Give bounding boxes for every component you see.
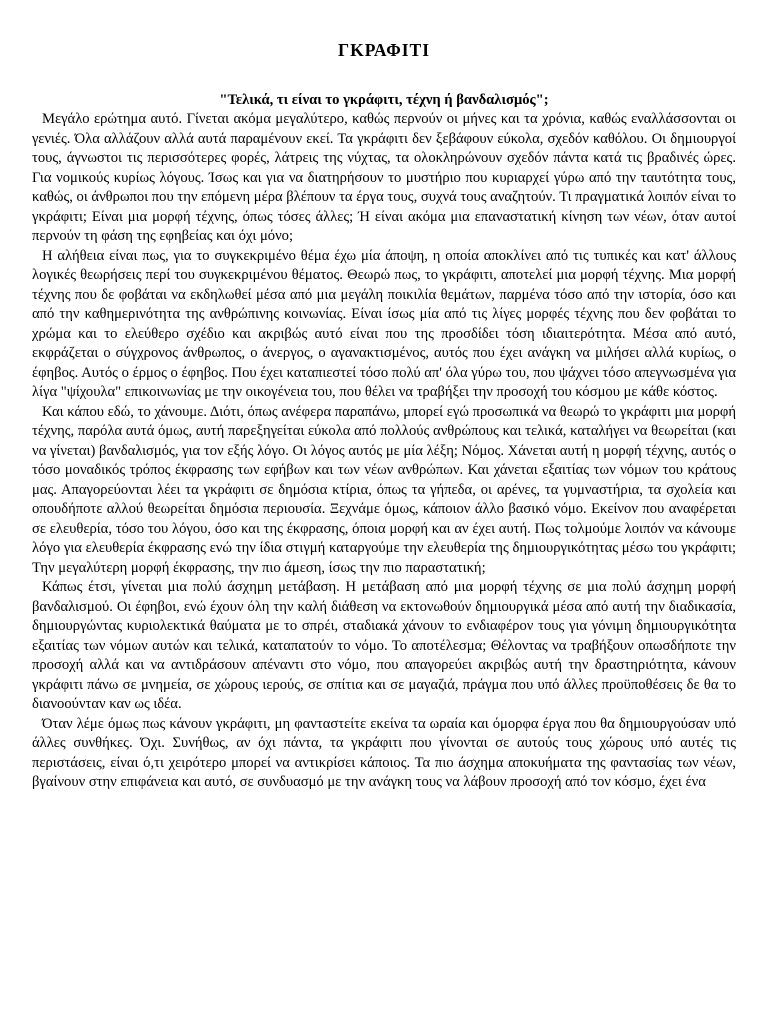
paragraph-4: Κάπως έτσι, γίνεται μια πολύ άσχημη μετάβαση. Η μετάβαση από μια μορφή τέχνης σε μια πολύ άσχημη μορφή βανδαλισμού. Οι έφηβοι, ενώ έχουν όλη την καλή διάθεση να εκτονωθούν δημιουργικά μέσα από αυτή την διαδικασία, δημιουργώντας κυριολεκτικά θαύματα με το σπρέι, σταδιακά χάνουν το ενδιαφέρον τους για γόνιμη δημιουργικότητα εξαιτίας των νόμων αυτών και τελικά, καταπατούν το νόμο. Το αποτέλεσμα; Θέλοντας να τραβήξουν οπωσδήποτε την προσοχή αλλά και να αντιδράσουν απέναντι στο νόμο, που απαγορεύει ακριβώς αυτή την δραστηριότητα, κάνουν γκράφιτι πάνω σε μνημεία, σε χώρους ιερούς, σε σπίτια και σε μαγαζιά, πράγμα που υπό άλλες προϋποθέσεις δε θα το διανοούνταν καν ως ιδέα. — [32, 579, 736, 712]
paragraph-2: Η αλήθεια είναι πως, για το συγκεκριμένο θέμα έχω μία άποψη, η οποία αποκλίνει από τις τυπικές και κατ' άλλους λογικές θεωρήσεις περί του συγκεκριμένου θέματος. Θεωρώ πως, το γκράφιτι, αποτελεί μια μορφή τέχνης. Μια μορφή τέχνης που δε φοβάται να εκδηλωθεί μέσα από μια μεγάλη ποικιλία θεμάτων, παρμένα τόσο από την ιστορία, όσο και από την καθημερινότητα της ανθρώπινης κοινωνίας. Είναι ίσως μία από τις λίγες μορφές τέχνης που δεν φοβάται το χρώμα και το ελεύθερο σχέδιο και ακριβώς αυτό είναι που της προσδίδει τόση ιδιαιτερότητα. Μέσα από αυτό, εκφράζεται ο σύγχρονος άνθρωπος, ο άνεργος, ο αγανακτισμένος, αυτός που έχει ανάγκη να μιλήσει αλλά κυρίως, ο έφηβος. Αυτός ο έρμος ο έφηβος. Που έχει καταπιεστεί τόσο πολύ απ' όλα γύρω του, που ψάχνει τόσο απεγνωσμένα για λίγα "ψίχουλα" επικοινωνίας με την οικογένεια του, που θέλει να τραβήξει την προσοχή του κόσμου με κάθε κόστος. — [32, 247, 736, 400]
paragraph-1: Μεγάλο ερώτημα αυτό. Γίνεται ακόμα μεγαλύτερο, καθώς περνούν οι μήνες και τα χρόνια, καθώς εναλλάσσονται οι γενιές. Όλα αλλάζουν αλλά αυτά παραμένουν εκεί. Τα γκράφιτι δεν ξεβάφουν εύκολα, σχεδόν καθόλου. Οι δημιουργοί τους, άγνωστοι τις περισσότερες φορές, λάτρεις της νύχτας, τα ολοκληρώνουν σχεδόν πάντα κατά τις βραδινές ώρες. Για νομικούς κυρίως λόγους. Ίσως και για να διατηρήσουν το μυστήριο που κυριαρχεί γύρω από την ταυτότητα τους, καθώς, οι άνθρωποι που την επόμενη μέρα βλέπουν τα έργα τους, συχνά τους αναζητούν. Τι πραγματικά λοιπόν είναι το γκράφιτι; Είναι μια μορφή τέχνης, όπως τόσες άλλες; Ή είναι ακόμα μια επαναστατική κίνηση των νέων, όταν αυτοί περνούν τη φάση της εφηβείας και όχι μόνο; — [32, 111, 736, 244]
document-title: ΓΚΡΑΦΙΤΙ — [337, 40, 431, 60]
document-subtitle: "Τελικά, τι είναι το γκράφιτι, τέχνη ή βανδαλισμός"; — [219, 92, 549, 108]
paragraph-3: Και κάπου εδώ, το χάνουμε. Διότι, όπως ανέφερα παραπάνω, μπορεί εγώ προσωπικά να θεωρώ το γκράφιτι μια μορφή τέχνης, παρόλα αυτά όμως, αυτή παρεξηγείται εύκολα από πολλούς ανθρώπους και τελικά, καταλήγει να θεωρείται (και να γίνεται) βανδαλισμός, για τον εξής λόγο. Οι λόγος αυτός με μία λέξη; Νόμος. Χάνεται αυτή η μορφή τέχνης, αυτός ο τόσο μοναδικός τρόπος έκφρασης των εφήβων και των νέων ανθρώπων. Και χάνεται εξαιτίας των νόμων του κράτους μας. Απαγορεύονται λέει τα γκράφιτι σε δημόσια κτίρια, όπως τα γήπεδα, οι αρένες, τα γυμναστήρια, τα σχολεία και οπουδήποτε αλλού θεωρείται δημόσια περιουσία. Ξεχνάμε όμως, κάποιον άλλο βασικό νόμο. Εκείνον που αναφέρεται σε ελευθερία, τόσο του λόγου, όσο και της έκφρασης, όποια μορφή και αν έχει αυτή. Πως τολμούμε λοιπόν να κάνουμε λόγο για ελευθερία έκφρασης ενώ την ίδια στιγμή καταργούμε την ελευθερία της δημιουργικότητας μέσω του γκράφιτι; Την μεγαλύτερη μορφή έκφρασης, την πιο άμεση, ίσως την πιο παραστατική; — [32, 403, 736, 576]
paragraph-5: Όταν λέμε όμως πως κάνουν γκράφιτι, μη φανταστείτε εκείνα τα ωραία και όμορφα έργα που θα δημιουργούσαν υπό άλλες συνθήκες. Όχι. Συνήθως, αν όχι πάντα, τα γκράφιτι που γίνονται σε αυτούς τους χώρους υπό αυτές τις περιστάσεις, είναι ό,τι χειρότερο μπορεί να αντικρίσει κάποιος. Τα πιο άσχημα αποκυήματα της φαντασίας των νέων, βγαίνουν στην επιφάνεια και αυτό, σε συνδυασμό με την ανάγκη τους να λάβουν προσοχή από τον κόσμο, έχει ένα — [32, 715, 736, 790]
